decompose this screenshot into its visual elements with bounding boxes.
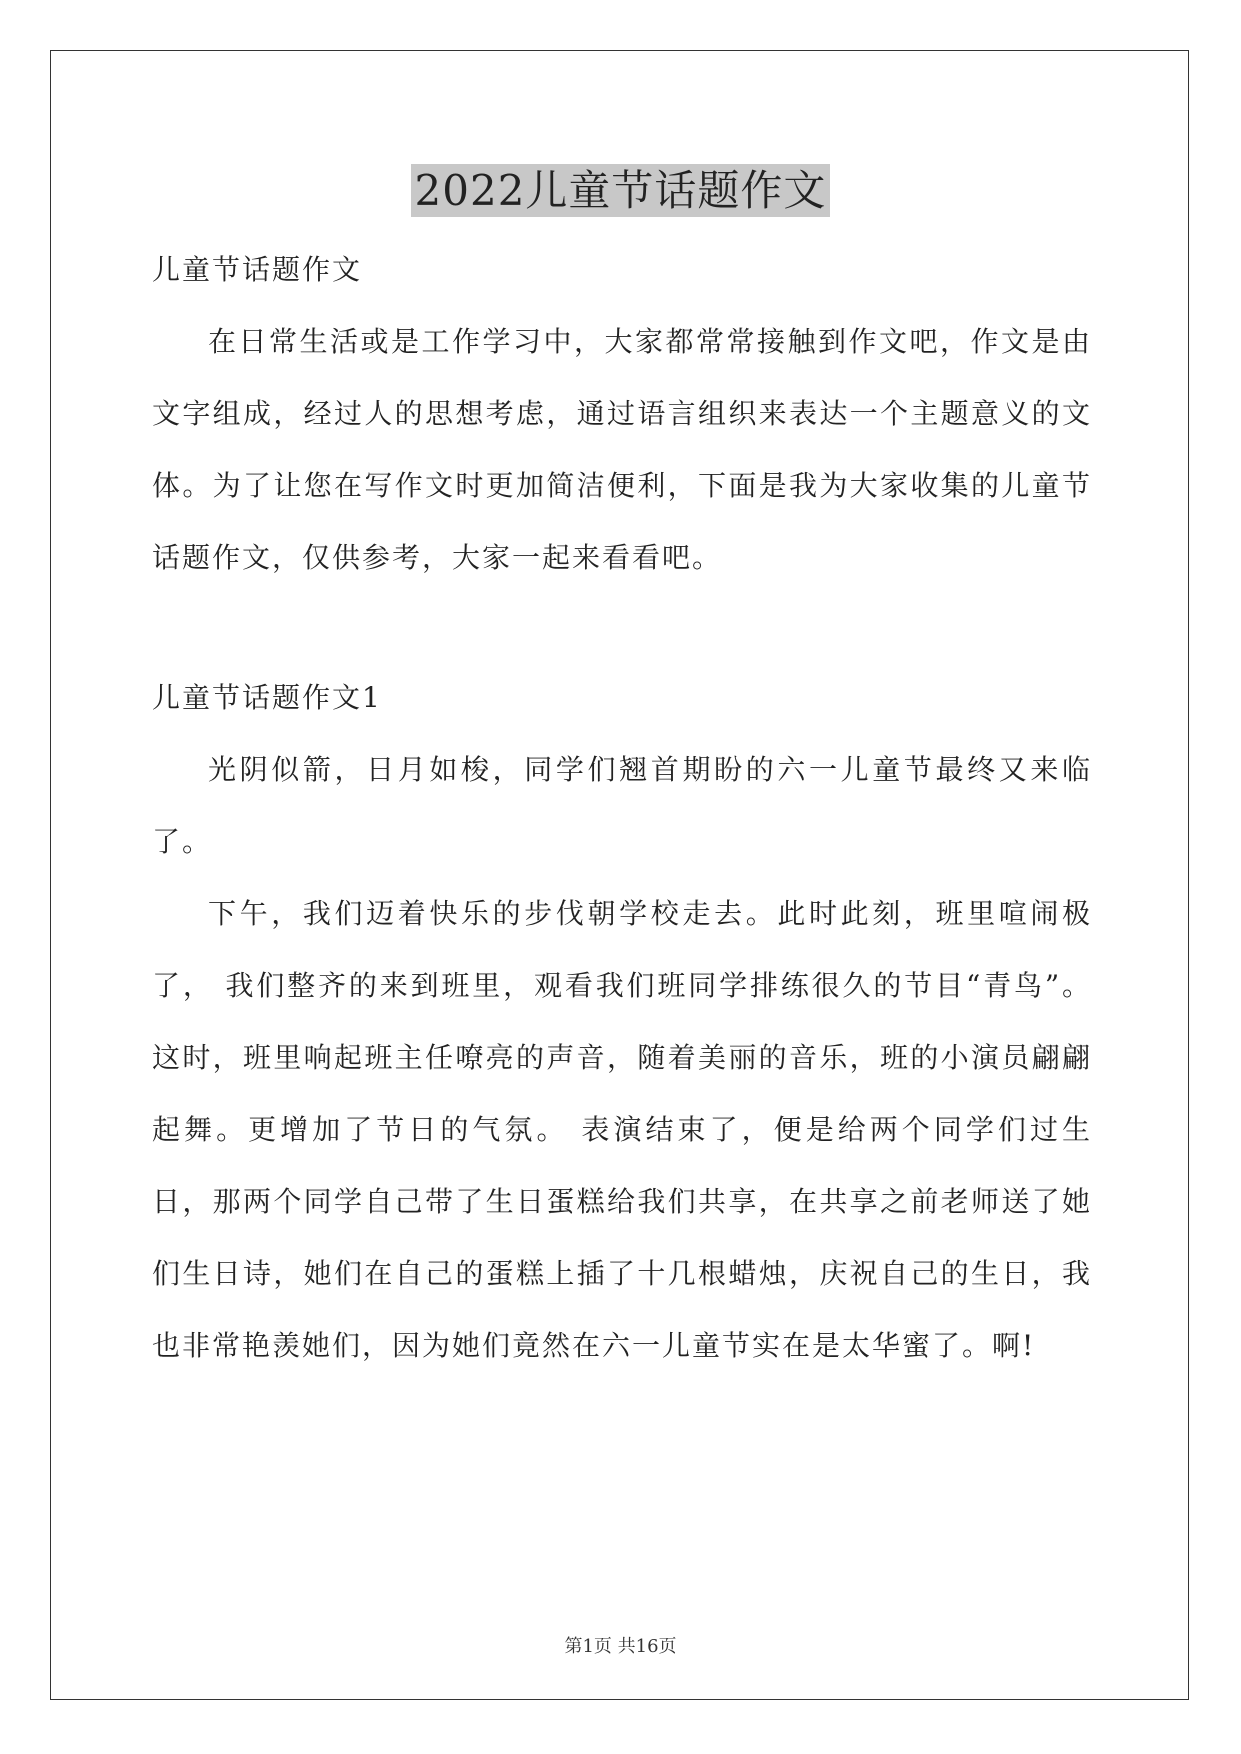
paragraph: 在日常生活或是工作学习中，大家都常常接触到作文吧，作文是由文字组成，经过人的思想考虑，通过语言组织来表达一个主题意义的文体。为了让您在写作文时更加简洁便利，下面是我为大家收集的儿童节话题作文，仅供参考，大家一起来看看吧。 — [152, 325, 1092, 574]
paragraph: 光阴似箭，日月如梭，同学们翘首期盼的六一儿童节最终又来临了。 — [152, 753, 1092, 858]
document-title-text: 2022儿童节话题作文 — [411, 164, 831, 217]
section-heading: 儿童节话题作文 — [152, 253, 363, 286]
section-heading: 儿童节话题作文1 — [152, 681, 382, 714]
document-body — [152, 230, 1092, 1382]
document-title — [0, 158, 1241, 218]
paragraph: 下午，我们迈着快乐的步伐朝学校走去。此时此刻，班里喧闹极了， 我们整齐的来到班里，观看我们班同学排练很久的节目“青鸟”。这时，班里响起班主任嘹亮的声音，随着美丽的音乐，班的小演员翩翩起舞。更增加了节日的气氛。 表演结束了，便是给两个同学们过生日，那两个同学自己带了生日蛋糕给我们共享，在共享之前老师送了她们生日诗，她们在自己的蛋糕上插了十几根蜡烛，庆祝自己的生日，我也非常艳羡她们，因为她们竟然在六一儿童节实在是太华蜜了。啊! — [152, 897, 1092, 1362]
page-number-footer: 第1页 共16页 — [564, 1636, 677, 1657]
